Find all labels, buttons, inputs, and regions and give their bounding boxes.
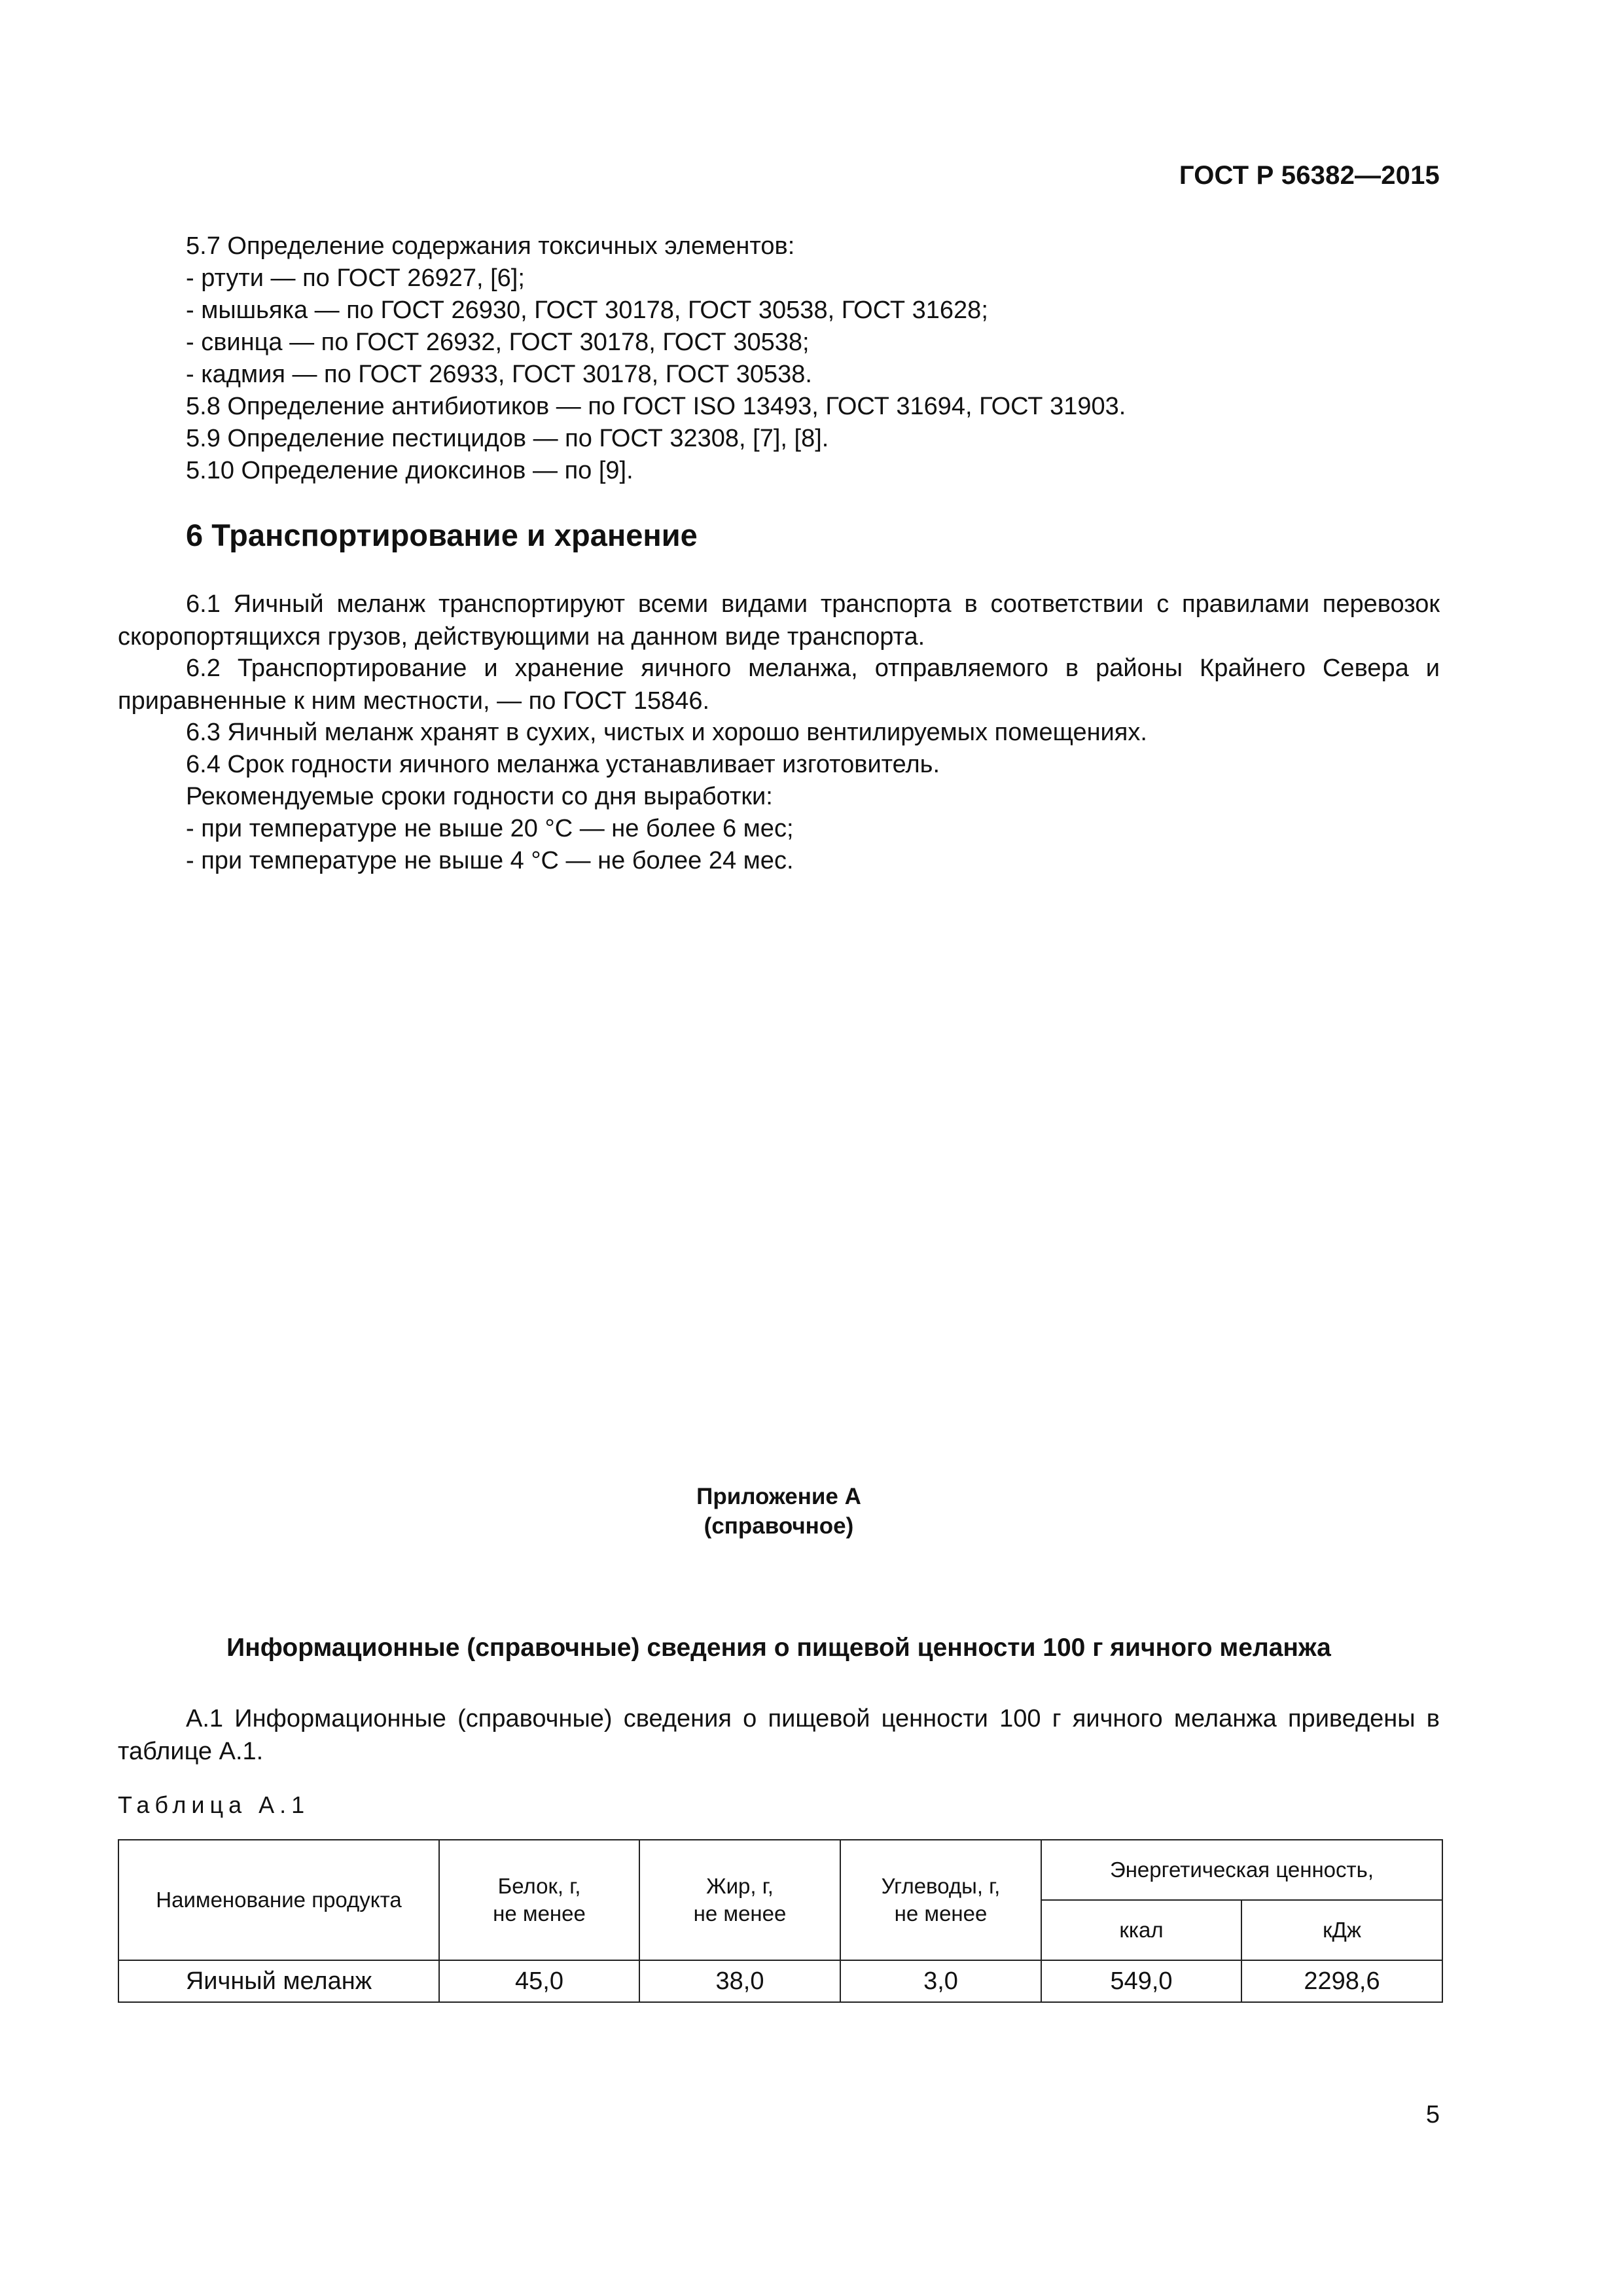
header-energy: Энергетическая ценность, [1041, 1840, 1442, 1900]
cell-kj: 2298,6 [1241, 1960, 1442, 2002]
list-item-20c: - при температуре не выше 20 °С — не более 6 мес; [186, 815, 794, 842]
cell-kcal: 549,0 [1041, 1960, 1241, 2002]
section-6-title: 6 Транспортирование и хранение [186, 518, 698, 552]
clause-6-1: 6.1 Яичный меланж транспортируют всеми видами транспорта в соответствии с правилами перевозок скоропортящихся грузов, действующими на данном виде транспорта. [118, 590, 1440, 651]
document-id: ГОСТ Р 56382—2015 [1179, 161, 1440, 190]
header-kj: кДж [1241, 1900, 1442, 1960]
clause-5-7: 5.7 Определение содержания токсичных элементов: [186, 232, 795, 260]
cell-product: Яичный меланж [118, 1960, 439, 2002]
clause-5-8: 5.8 Определение антибиотиков — по ГОСТ ISO 13493, ГОСТ 31694, ГОСТ 31903. [186, 393, 1126, 420]
page-number: 5 [1425, 2101, 1440, 2128]
cell-protein: 45,0 [439, 1960, 639, 2002]
header-kcal: ккал [1041, 1900, 1241, 1960]
header-protein: Белок, г, не менее [439, 1840, 639, 1960]
table-caption: Таблица А.1 [118, 1791, 310, 1818]
header-carbs: Углеводы, г, не менее [840, 1840, 1041, 1960]
clause-5-9: 5.9 Определение пестицидов — по ГОСТ 32308, [7], [8]. [186, 425, 829, 452]
clause-6-2: 6.2 Транспортирование и хранение яичного меланжа, отправляемого в районы Крайнего Севера и приравненные к ним местности, — по ГОСТ 15846. [118, 655, 1440, 715]
cell-fat: 38,0 [639, 1960, 840, 2002]
list-item-arsenic: - мышьяка — по ГОСТ 26930, ГОСТ 30178, ГОСТ 30538, ГОСТ 31628; [186, 296, 988, 324]
nutrition-table [118, 1839, 1443, 2003]
annex-paragraph: А.1 Информационные (справочные) сведения о пищевой ценности 100 г яичного меланжа приведены в таблице А.1. [118, 1705, 1440, 1765]
header-fat: Жир, г, не менее [639, 1840, 840, 1960]
table-row [118, 1960, 1442, 2002]
annex-type: (справочное) [704, 1513, 854, 1539]
annex-label: Приложение А [696, 1484, 861, 1509]
clause-6-3: 6.3 Яичный меланж хранят в сухих, чистых и хорошо вентилируемых помещениях. [186, 719, 1147, 746]
header-product: Наименование продукта [118, 1840, 439, 1960]
cell-carbs: 3,0 [840, 1960, 1041, 2002]
list-item-mercury: - ртути — по ГОСТ 26927, [6]; [186, 264, 525, 292]
list-item-cadmium: - кадмия — по ГОСТ 26933, ГОСТ 30178, ГОСТ 30538. [186, 361, 812, 388]
list-item-4c: - при температуре не выше 4 °С — не более 24 мес. [186, 847, 794, 874]
clause-5-10: 5.10 Определение диоксинов — по [9]. [186, 457, 633, 484]
recommended-terms: Рекомендуемые сроки годности со дня выработки: [186, 783, 773, 810]
annex-title: Информационные (справочные) сведения о пищевой ценности 100 г яичного меланжа [226, 1634, 1331, 1662]
clause-6-4: 6.4 Срок годности яичного меланжа устанавливает изготовитель. [186, 751, 940, 778]
list-item-lead: - свинца — по ГОСТ 26932, ГОСТ 30178, ГОСТ 30538; [186, 329, 810, 356]
